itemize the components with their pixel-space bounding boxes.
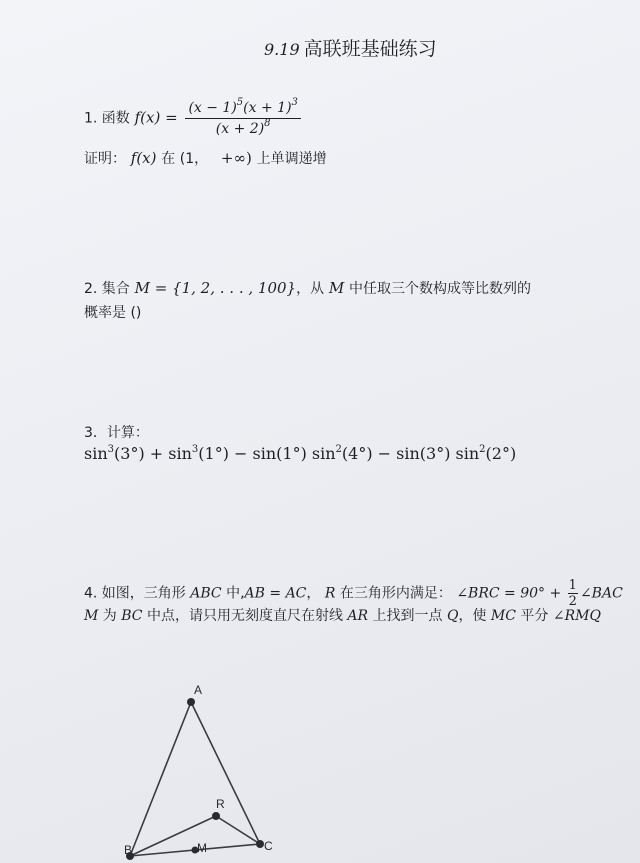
question-2-line1 <box>84 278 531 298</box>
q2-mid: ，从 <box>296 281 325 297</box>
label-r: R <box>216 797 225 811</box>
q1-proof-tail: 上单调递增 <box>256 151 327 167</box>
q4-comma: ， <box>306 585 321 602</box>
label-b: B <box>124 843 133 857</box>
question-1-proof <box>84 148 327 168</box>
q2-lead: 2. 集合 <box>84 281 130 297</box>
title-date: 9.19 <box>264 40 300 59</box>
question-1-statement <box>84 97 304 137</box>
side-ab <box>130 702 191 856</box>
q2-line2: 概率是 () <box>84 305 142 321</box>
question-3-lead <box>84 422 149 442</box>
q4-half-fraction: $\frac{1}{2}$ <box>568 578 577 609</box>
label-a: A <box>194 683 203 697</box>
page-title <box>264 34 437 61</box>
q1-proof-interval: +∞) <box>220 149 252 167</box>
q4-point-r: R <box>324 585 336 602</box>
q4-mid1: 中, <box>226 585 245 602</box>
q4-angle: ∠BRC = 90° + <box>456 585 562 602</box>
q1-lead: 1. 函数 <box>84 110 130 127</box>
q1-proof-func: f(x) <box>130 149 157 167</box>
q1-func: f(x) = <box>134 108 178 127</box>
question-3-expression: $\sin^3(3^\circ) + \sin^3(1^\circ) - \sin(1^\circ) \sin^2(4^\circ) - \sin(3^\circ)$ $\sin^2(2^\circ)$ <box>84 444 517 463</box>
label-c: C <box>264 839 273 853</box>
q2-var: M <box>328 279 345 297</box>
label-m: M <box>197 841 207 855</box>
point-c <box>256 840 264 848</box>
q1-proof-lead: 证明： <box>84 151 126 167</box>
q1-fraction <box>185 97 300 137</box>
point-a <box>187 698 195 706</box>
triangle-figure <box>100 670 300 863</box>
title-text: 高联班基础练习 <box>303 38 437 60</box>
q4-equality: AB = AC <box>244 585 307 602</box>
q4-triangle: ABC <box>190 585 222 602</box>
q1-proof-mid: 在 (1， <box>161 151 209 167</box>
question-4-line2: M 为 BC 中点，请只用无刻度直尺在射线 AR 上找到一点 Q，使 MC 平分 ∠RMQ <box>84 608 601 624</box>
q4-angle2: ∠BAC <box>579 585 623 602</box>
point-r <box>212 812 220 820</box>
q3-lead: 3．计算： <box>84 425 149 441</box>
q4-lead: 4. 如图，三角形 <box>84 585 186 602</box>
q2-tail: 中任取三个数构成等比数列的 <box>349 281 531 297</box>
q1-denominator: $(x + 2)^8$ <box>215 118 271 137</box>
q1-numerator: $(x - 1)^5(x + 1)^3$ <box>185 100 300 119</box>
q4-mid2: 在三角形内满足： <box>339 585 452 602</box>
question-2-line2 <box>84 302 141 322</box>
q2-set: M = {1, 2, . . . , 100} <box>134 279 297 297</box>
